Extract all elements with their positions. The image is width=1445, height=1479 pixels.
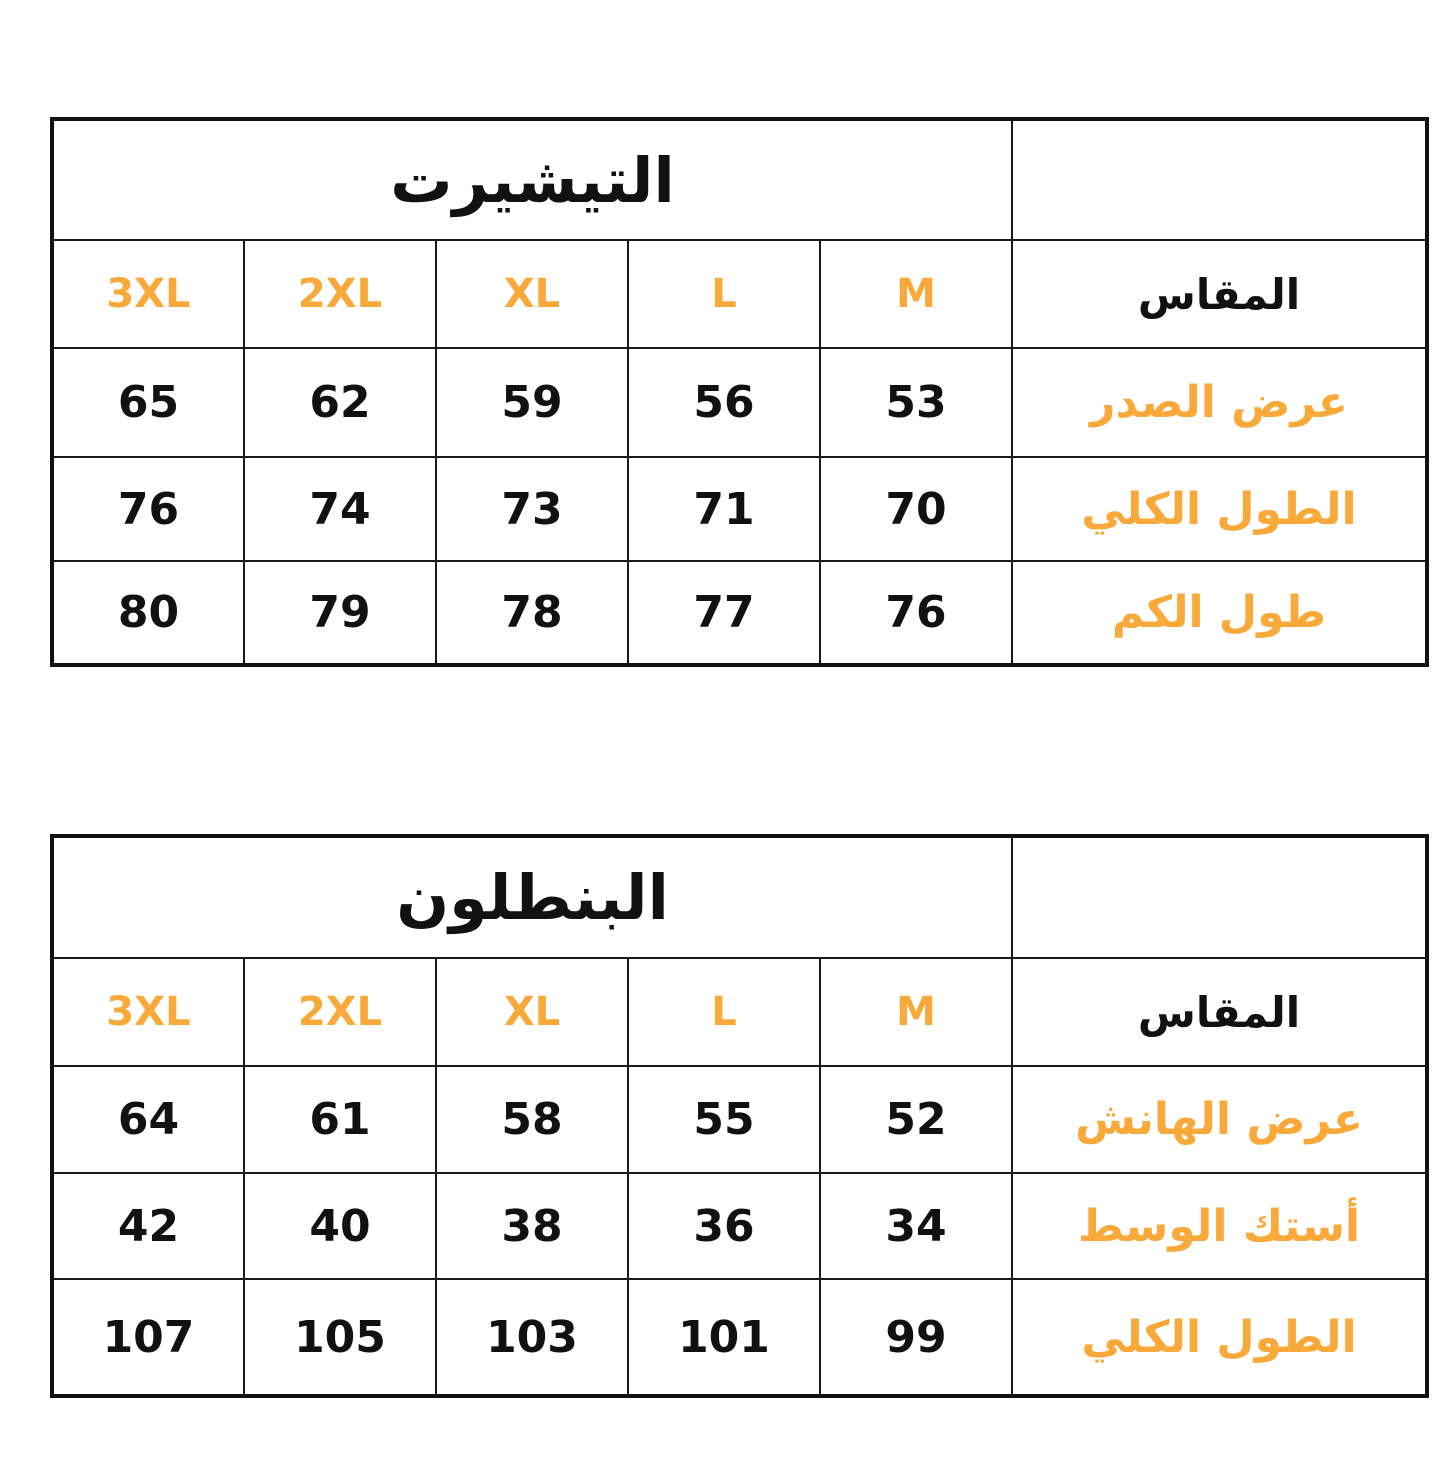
table-row xyxy=(52,1066,1427,1173)
value-cell: 36 xyxy=(628,1173,820,1279)
value-cell: 71 xyxy=(628,457,820,561)
row-label: الطول الكلي xyxy=(1012,1279,1427,1396)
table-row xyxy=(52,561,1427,665)
value-cell: 76 xyxy=(820,561,1012,665)
size-header-label: المقاس xyxy=(1012,240,1427,348)
value-cell: 34 xyxy=(820,1173,1012,1279)
pants-size-table xyxy=(50,834,1429,1398)
value-cell: 38 xyxy=(436,1173,628,1279)
value-cell: 55 xyxy=(628,1066,820,1173)
size-header-row xyxy=(52,958,1427,1066)
value-cell: 53 xyxy=(820,348,1012,457)
size-l: L xyxy=(628,958,820,1066)
value-cell: 56 xyxy=(628,348,820,457)
empty-corner-cell xyxy=(1012,836,1427,958)
value-cell: 52 xyxy=(820,1066,1012,1173)
value-cell: 99 xyxy=(820,1279,1012,1396)
value-cell: 58 xyxy=(436,1066,628,1173)
value-cell: 76 xyxy=(52,457,244,561)
size-header-row xyxy=(52,240,1427,348)
row-label: أستك الوسط xyxy=(1012,1173,1427,1279)
value-cell: 77 xyxy=(628,561,820,665)
row-label: عرض الهانش xyxy=(1012,1066,1427,1173)
value-cell: 103 xyxy=(436,1279,628,1396)
value-cell: 73 xyxy=(436,457,628,561)
value-cell: 62 xyxy=(244,348,436,457)
tshirt-size-table xyxy=(50,117,1429,667)
size-xl: XL xyxy=(436,958,628,1066)
table-row xyxy=(52,1173,1427,1279)
size-3xl: 3XL xyxy=(52,240,244,348)
value-cell: 80 xyxy=(52,561,244,665)
size-2xl: 2XL xyxy=(244,958,436,1066)
table-row xyxy=(52,1279,1427,1396)
size-2xl: 2XL xyxy=(244,240,436,348)
table-row xyxy=(52,457,1427,561)
value-cell: 40 xyxy=(244,1173,436,1279)
table-row xyxy=(52,348,1427,457)
table-title: التيشيرت xyxy=(52,119,1012,240)
value-cell: 59 xyxy=(436,348,628,457)
value-cell: 42 xyxy=(52,1173,244,1279)
empty-corner-cell xyxy=(1012,119,1427,240)
size-header-label: المقاس xyxy=(1012,958,1427,1066)
value-cell: 70 xyxy=(820,457,1012,561)
table-title: البنطلون xyxy=(52,836,1012,958)
size-l: L xyxy=(628,240,820,348)
size-3xl: 3XL xyxy=(52,958,244,1066)
row-label: عرض الصدر xyxy=(1012,348,1427,457)
table-title-row xyxy=(52,836,1427,958)
value-cell: 65 xyxy=(52,348,244,457)
value-cell: 64 xyxy=(52,1066,244,1173)
row-label: الطول الكلي xyxy=(1012,457,1427,561)
value-cell: 61 xyxy=(244,1066,436,1173)
value-cell: 107 xyxy=(52,1279,244,1396)
value-cell: 74 xyxy=(244,457,436,561)
size-m: M xyxy=(820,240,1012,348)
value-cell: 79 xyxy=(244,561,436,665)
value-cell: 78 xyxy=(436,561,628,665)
size-xl: XL xyxy=(436,240,628,348)
value-cell: 105 xyxy=(244,1279,436,1396)
table-title-row xyxy=(52,119,1427,240)
row-label: طول الكم xyxy=(1012,561,1427,665)
value-cell: 101 xyxy=(628,1279,820,1396)
size-m: M xyxy=(820,958,1012,1066)
